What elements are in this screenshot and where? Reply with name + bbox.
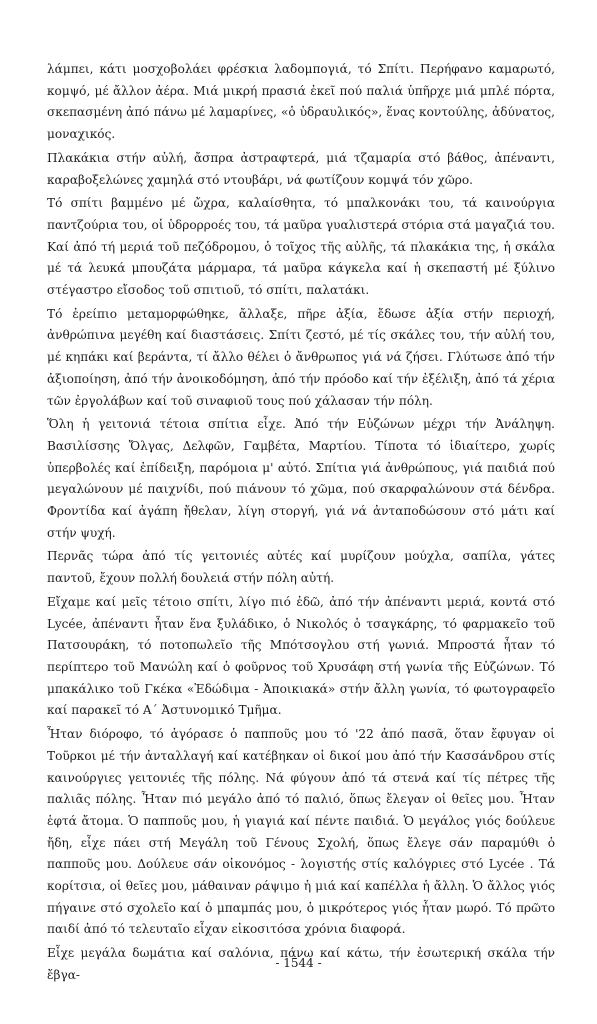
paragraph-1: λάμπει, κάτι μοσχοβολάει φρέσκια λαδομπογιά, τό Σπίτι. Περήφανο καμαρωτό, κομψό, μέ ἄλλον ἀέρα. Μιά μικρή πρασιά ἐκεῖ πού παλιά ὑπῆρχε μιά μπλέ πόρτα, σκεπασμένη ἀπό πάνω μέ λαμαρίνες, «ὁ ὑδραυλικός», ἕνας κοντούλης, ἀδύνατος, μοναχικός. bbox=[47, 62, 555, 142]
page-body bbox=[47, 59, 555, 989]
paragraph-5: Ὅλη ἡ γειτονιά τέτοια σπίτια εἶχε. Ἀπό τήν Εὐζώνων μέχρι τήν Ἀνάληψη. Βασιλίσσης Ὄλγας, Δελφῶν, Γαμβέτα, Μαρτίου. Τίποτα τό ἰδιαίτερο, χωρίς ὑπερβολές καί ἐπίδειξη, παρόμοια μ' αὐτό. Σπίτια γιά ἀνθρώπους, γιά παιδιά πού μεγαλώνουν μέ παιχνίδι, πού πιάνουν τό χῶμα, πού σκαρφαλώνουν στά δένδρα. Φροντίδα καί ἀγάπη ἤθελαν, λίγη στοργή, γιά νά ἀνταποδώσουν στό μάτι καί στήν ψυχή. bbox=[47, 417, 555, 540]
paragraph-7: Εἴχαμε καί μεῖς τέτοιο σπίτι, λίγο πιό ἐδῶ, ἀπό τήν ἀπέναντι μεριά, κοντά στό Lycée, ἀπέναντι ἦταν ἕνα ξυλάδικο, ὁ Νικολός ὁ τσαγκάρης, τό φαρμακεῖο τοῦ Πατσουράκη, τό ποτοπωλεῖο τῆς Μπότσογλου στή γωνιά. Μπροστά ἦταν τό περίπτερο τοῦ Μανώλη καί ὁ φοῦρνος τοῦ Χρυσάφη στή γωνία τῆς Εὐζώνων. Τό μπακάλικο τοῦ Γκέκα «Ἐδώδιμα - Ἀποικιακά» στήν ἄλλη γωνία, τό φωτογραφεῖο καί παρακεῖ τό Α΄ Ἀστυνομικό Τμῆμα. bbox=[47, 594, 555, 718]
paragraph-4: Τό ἐρείπιο μεταμορφώθηκε, ἄλλαξε, πῆρε ἀξία, ἔδωσε ἀξία στήν περιοχή, ἀνθρώπινα μεγέθη καί διαστάσεις. Σπίτι ζεστό, μέ τίς σκάλες του, τήν αὐλή του, μέ κηπάκι καί βεράντα, τί ἄλλο θέλει ὁ ἄνθρωπος γιά νά ζήσει. Γλύτωσε ἀπό τήν ἀξιοποίηση, ἀπό τήν ἀνοικοδόμηση, ἀπό τήν πρόοδο καί τήν ἐξέλιξη, ἀπό τά χέρια τῶν ἐργολάβων καί τοῦ σιναφιοῦ τους πού χάλασαν τήν πόλη. bbox=[47, 306, 555, 408]
page-number: - 1544 - bbox=[275, 956, 322, 970]
paragraph-2: Πλακάκια στήν αὐλή, ἄσπρα ἀστραφτερά, μιά τζαμαρία στό βάθος, ἀπέναντι, καραβοξελώνες χαμηλά στό ντουβάρι, νά φωτίζουν κομψά τόν χῶρο. bbox=[47, 150, 555, 187]
paragraph-6: Περνᾶς τώρα ἀπό τίς γειτονιές αὐτές καί μυρίζουν μούχλα, σαπίλα, γάτες παντοῦ, ἔχουν πολλή δουλειά στήν πόλη αὐτή. bbox=[47, 549, 555, 586]
paragraph-9: Εἶχε μεγάλα δωμάτια καί σαλόνια, πάνω καί κάτω, τήν ἐσωτερική σκάλα τήν ἔβγα- bbox=[47, 946, 555, 982]
paragraph-8: Ἦταν διόροφο, τό ἀγόρασε ὁ παπποῦς μου τό '22 ἀπό πασᾶ, ὅταν ἔφυγαν οἱ Τοῦρκοι μέ τήν ἀνταλλαγή καί κατέβηκαν οἱ δικοί μου ἀπό τήν Κασσάνδρου στίς καινούργιες γειτονιές τῆς πόλης. Νά φύγουν ἀπό τά στενά καί τίς πέτρες τῆς παλιᾶς πόλης. Ἦταν πιό μεγάλο ἀπό τό παλιό, ὅπως ἔλεγαν οἱ θεῖες μου. Ἦταν ἑφτά ἄτομα. Ὁ παπποῦς μου, ἡ γιαγιά καί πέντε παιδιά. Ὁ μεγάλος γιός δούλευε ἤδη, εἶχε πάει στή Μεγάλη τοῦ Γένους Σχολή, ὅπως ἔλεγε σάν παραμύθι ὁ παπποῦς μου. Δούλευε σάν οἰκονόμος - λογιστής στίς καλόγριες στό Lycée . Τά κορίτσια, οἱ θεῖες μου, μάθαιναν ράψιμο ἡ μιά καί καπέλλα ἡ ἄλλη. Ὁ ἄλλος γιός πήγαινε στό σχολεῖο καί ὁ μπαμπάς μου, ὁ μικρότερος γιός ἦταν μωρό. Τό πρῶτο παιδί ἀπό τό τελευταῖο εἶχαν εἰκοσιτόσα χρόνια διαφορά. bbox=[47, 727, 555, 937]
paragraph-3: Τό σπίτι βαμμένο μέ ὤχρα, καλαίσθητα, τό μπαλκονάκι του, τά καινούργια παντζούρια του, οἱ ὑδρορροές του, τά μαῦρα γυαλιστερά στόρια στά μαγαζιά του. Καί ἀπό τή μεριά τοῦ πεζόδρομου, ὁ τοῖχος τῆς αὐλῆς, τά πλακάκια της, ἡ σκάλα μέ τά λευκά μπουζάτα μάρμαρα, τά μαῦρα κάγκελα καί ἡ σκεπαστή μέ ξύλινο στέγαστρο εἴσοδος τοῦ σπιτιοῦ, τό σπίτι, παλατάκι. bbox=[47, 196, 555, 298]
